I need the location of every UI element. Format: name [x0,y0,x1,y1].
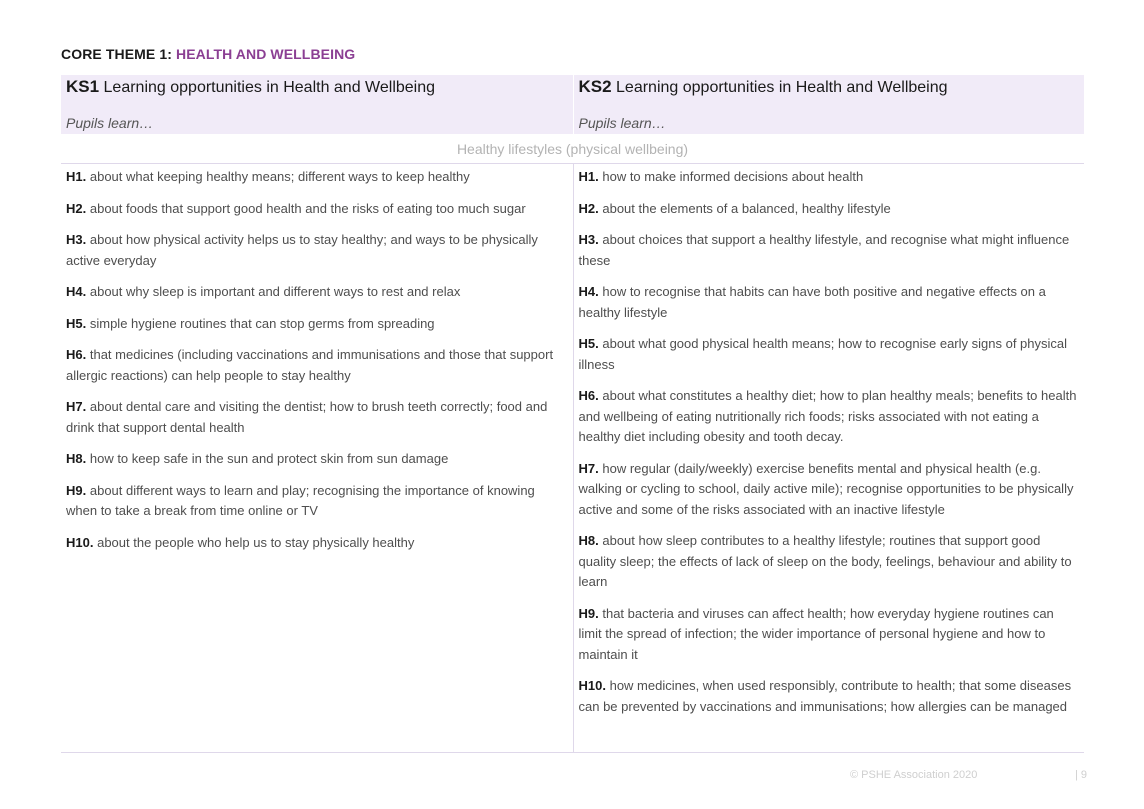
list-item [66,230,569,271]
item-text: about what constitutes a healthy diet; how to plan healthy meals; benefits to health and wellbeing of eating nutritionally rich foods; risks associated with not eating a healthy diet including obesity and tooth decay. [578,388,1077,444]
footer-page-number: | 9 [1075,769,1088,781]
ks2-title [579,77,1079,98]
ks2-title-text: Learning opportunities in Health and Wellbeing [616,79,948,96]
table-header-row [61,75,1084,134]
item-code: H2. [578,200,599,216]
theme-title [61,46,355,62]
item-code: H6. [66,347,87,362]
item-code: H6. [578,388,599,403]
list-item [579,676,1081,717]
item-text: how regular (daily/weekly) exercise benefits mental and physical health (e.g. walking or cycling to school, daily active mile); recognise opportunities to be physically active and some of the risks associated with an inactive lifestyle [578,460,1074,517]
item-code: H4. [578,284,599,299]
item-text: about dental care and visiting the dentist; how to brush teeth correctly; food and drink that support dental health [66,399,548,435]
item-code: H10. [578,678,606,693]
list-item [66,282,569,303]
item-text: that medicines (including vaccinations and immunisations and those that support allergic reactions) can help people to stay healthy [66,347,554,383]
list-item [66,167,569,188]
list-item [579,604,1081,666]
item-code: H4. [66,284,87,299]
list-item [579,167,1081,188]
ks1-subtitle: Pupils learn… [66,115,154,131]
item-code: H5. [66,315,87,331]
ks1-code: KS1 [66,77,100,96]
list-item [579,334,1081,375]
item-code: H3. [66,232,87,247]
item-text: how medicines, when used responsibly, contribute to health; that some diseases can be prevented by vaccinations and immunisations; how allergies can be managed [578,678,1072,714]
item-text: about what good physical health means; how to recognise early signs of physical illness [578,336,1068,372]
item-code: H9. [578,605,599,621]
ks2-subtitle: Pupils learn… [578,115,666,131]
list-item [66,533,569,554]
list-item [66,199,569,220]
item-code: H2. [66,200,87,216]
list-item [579,459,1081,521]
item-text: about how sleep contributes to a healthy lifestyle; routines that support good quality sleep; the effects of lack of sleep on the body, feelings, behaviour and ability to learn [578,533,1072,589]
curriculum-table [61,75,1084,753]
item-text: how to make informed decisions about health [602,169,864,184]
footer-copyright: © PSHE Association 2020 [850,769,978,781]
item-text: simple hygiene routines that can stop germs from spreading [89,315,435,331]
item-text: how to recognise that habits can have both positive and negative effects on a healthy lifestyle [578,284,1046,320]
table-body-row [61,164,1084,753]
list-item [66,397,569,438]
ks1-title [66,77,567,98]
item-code: H5. [578,336,599,351]
ks1-header [61,75,573,134]
item-text: about what keeping healthy means; different ways to keep healthy [89,169,470,184]
item-code: H7. [578,460,599,476]
ks2-header [573,75,1085,134]
ks1-column [61,164,573,752]
ks2-column [573,164,1085,752]
item-text: about the people who help us to stay physically healthy [97,534,415,550]
item-text: about foods that support good health and the risks of eating too much sugar [89,200,526,216]
item-text: about different ways to learn and play; recognising the importance of knowing when to take a break from time online or TV [66,482,535,518]
ks2-code: KS2 [578,77,612,96]
item-code: H1. [578,169,599,184]
list-item [579,531,1081,593]
list-item [66,481,569,522]
list-item [66,449,569,470]
ks1-title-text: Learning opportunities in Health and Wellbeing [103,79,436,96]
section-heading: Healthy lifestyles (physical wellbeing) [61,134,1084,164]
item-code: H1. [66,169,87,184]
theme-name: HEALTH AND WELLBEING [175,46,356,62]
theme-prefix: CORE THEME 1: [61,46,172,62]
list-item [579,230,1081,271]
item-text: about choices that support a healthy lifestyle, and recognise what might influence these [578,232,1070,268]
item-code: H10. [66,534,94,550]
item-code: H9. [66,482,87,498]
item-code: H7. [66,399,87,414]
item-text: about the elements of a balanced, healthy lifestyle [602,200,891,216]
item-text: about how physical activity helps us to stay healthy; and ways to be physically active everyday [66,232,538,268]
item-text: that bacteria and viruses can affect health; how everyday hygiene routines can limit the spread of infection; the wider importance of personal hygiene and how to maintain it [578,605,1054,662]
list-item [66,345,569,386]
item-code: H3. [578,232,599,247]
list-item [579,199,1081,220]
item-code: H8. [66,451,87,466]
item-code: H8. [578,533,599,548]
list-item [66,314,569,335]
list-item [579,282,1081,323]
list-item [579,386,1081,448]
item-text: how to keep safe in the sun and protect skin from sun damage [89,451,449,466]
item-text: about why sleep is important and different ways to rest and relax [89,284,461,299]
